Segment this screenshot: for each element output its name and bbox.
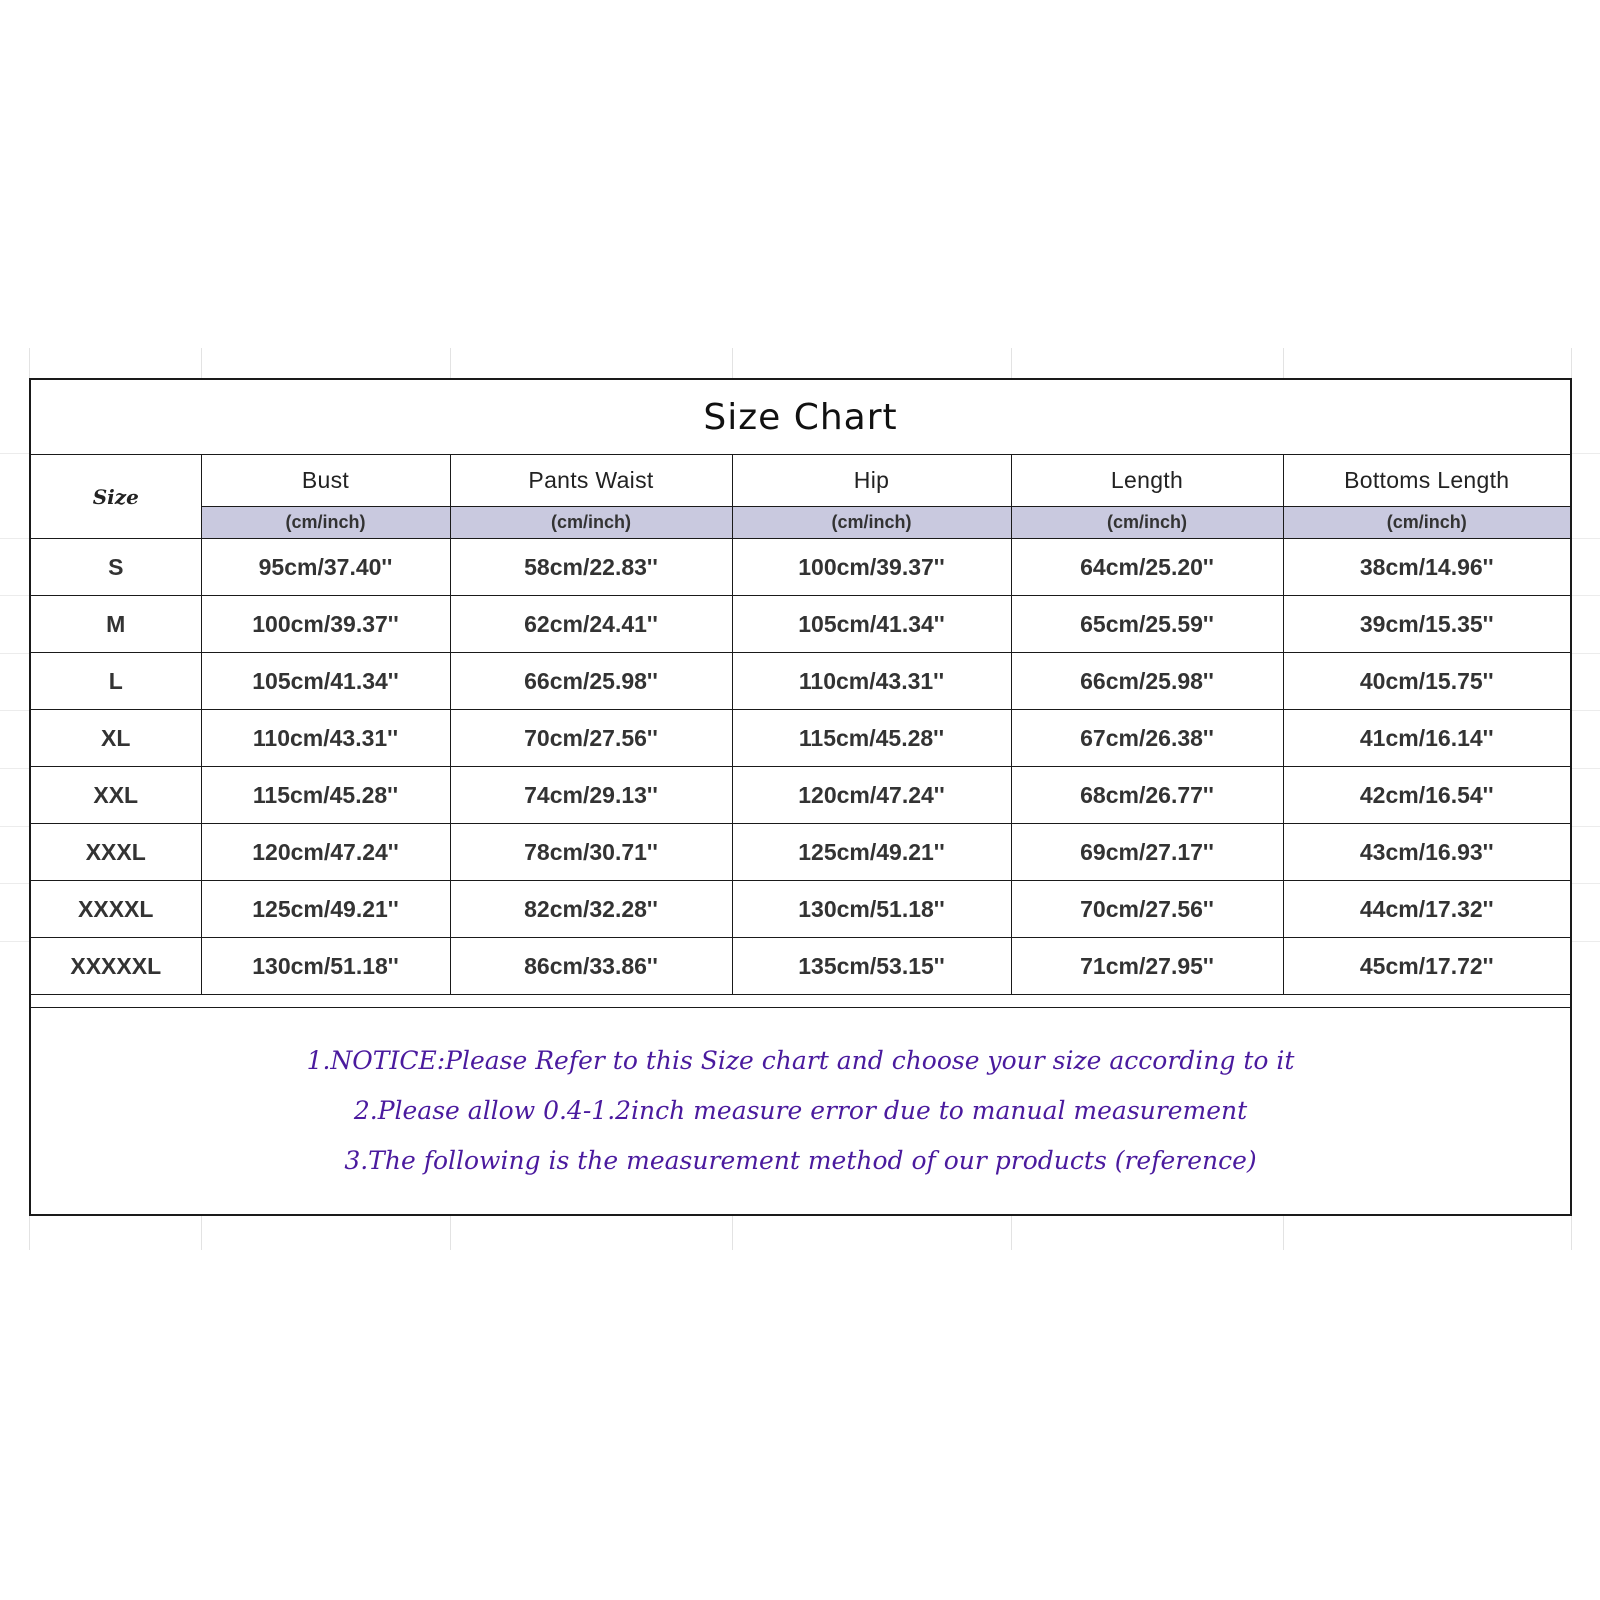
table-cell: 95cm/37.40'' — [201, 539, 450, 596]
table-cell: 39cm/15.35'' — [1283, 596, 1570, 653]
unit-label: (cm/inch) — [1283, 507, 1570, 539]
size-label: XXXXL — [31, 881, 201, 938]
table-cell: 125cm/49.21'' — [201, 881, 450, 938]
table-cell: 135cm/53.15'' — [732, 938, 1011, 995]
grid-line — [732, 1216, 733, 1250]
table-row — [31, 881, 1570, 938]
column-header-length: Length — [1011, 455, 1283, 507]
table-cell: 105cm/41.34'' — [201, 653, 450, 710]
grid-line — [29, 348, 30, 378]
grid-line — [450, 348, 451, 378]
title-row — [31, 380, 1570, 455]
grid-line — [29, 1216, 30, 1250]
table-cell: 38cm/14.96'' — [1283, 539, 1570, 596]
grid-line — [0, 710, 29, 711]
grid-line — [1283, 348, 1284, 378]
table-cell: 45cm/17.72'' — [1283, 938, 1570, 995]
table-cell: 42cm/16.54'' — [1283, 767, 1570, 824]
table-cell: 115cm/45.28'' — [732, 710, 1011, 767]
table-cell: 100cm/39.37'' — [201, 596, 450, 653]
grid-line — [1011, 348, 1012, 378]
notes-section — [31, 1007, 1570, 1214]
grid-line — [0, 826, 29, 827]
size-label: XXL — [31, 767, 201, 824]
grid-line — [0, 453, 29, 454]
table-cell: 44cm/17.32'' — [1283, 881, 1570, 938]
grid-line — [1572, 768, 1600, 769]
grid-line — [1571, 1216, 1572, 1250]
size-label: M — [31, 596, 201, 653]
table-cell: 115cm/45.28'' — [201, 767, 450, 824]
table-cell: 40cm/15.75'' — [1283, 653, 1570, 710]
grid-line — [0, 538, 29, 539]
unit-row — [31, 507, 1570, 539]
table-row — [31, 767, 1570, 824]
size-label: XXXL — [31, 824, 201, 881]
table-cell: 74cm/29.13'' — [450, 767, 732, 824]
table-cell: 68cm/26.77'' — [1011, 767, 1283, 824]
grid-line — [732, 348, 733, 378]
grid-line — [450, 1216, 451, 1250]
column-header-hip: Hip — [732, 455, 1011, 507]
column-header-bottoms-length: Bottoms Length — [1283, 455, 1570, 507]
table-cell: 82cm/32.28'' — [450, 881, 732, 938]
grid-line — [1572, 595, 1600, 596]
table-cell: 110cm/43.31'' — [732, 653, 1011, 710]
note-measurement-method: 3.The following is the measurement method of our products (reference) — [344, 1146, 1257, 1175]
grid-line — [1571, 348, 1572, 378]
size-column-header: Size — [31, 455, 201, 539]
size-label: S — [31, 539, 201, 596]
table-cell: 70cm/27.56'' — [1011, 881, 1283, 938]
grid-line — [0, 941, 29, 942]
unit-label: (cm/inch) — [450, 507, 732, 539]
table-cell: 66cm/25.98'' — [450, 653, 732, 710]
note-measure-error: 2.Please allow 0.4-1.2inch measure error due to manual measurement — [353, 1096, 1248, 1125]
size-label: XL — [31, 710, 201, 767]
table-cell: 120cm/47.24'' — [732, 767, 1011, 824]
table-cell: 58cm/22.83'' — [450, 539, 732, 596]
table-cell: 43cm/16.93'' — [1283, 824, 1570, 881]
grid-line — [1011, 1216, 1012, 1250]
table-row — [31, 710, 1570, 767]
grid-line — [1572, 883, 1600, 884]
note-notice: 1.NOTICE:Please Refer to this Size chart and choose your size according to it — [306, 1046, 1295, 1075]
grid-line — [201, 1216, 202, 1250]
size-label: L — [31, 653, 201, 710]
chart-title: Size Chart — [703, 396, 898, 438]
size-table — [31, 455, 1570, 995]
table-cell: 130cm/51.18'' — [732, 881, 1011, 938]
table-row — [31, 938, 1570, 995]
table-cell: 70cm/27.56'' — [450, 710, 732, 767]
grid-line — [1572, 538, 1600, 539]
size-chart — [29, 378, 1572, 1216]
table-cell: 86cm/33.86'' — [450, 938, 732, 995]
table-cell: 66cm/25.98'' — [1011, 653, 1283, 710]
table-cell: 100cm/39.37'' — [732, 539, 1011, 596]
table-cell: 41cm/16.14'' — [1283, 710, 1570, 767]
unit-label: (cm/inch) — [732, 507, 1011, 539]
table-cell: 130cm/51.18'' — [201, 938, 450, 995]
grid-line — [1572, 453, 1600, 454]
grid-line — [1572, 826, 1600, 827]
table-cell: 78cm/30.71'' — [450, 824, 732, 881]
table-cell: 64cm/25.20'' — [1011, 539, 1283, 596]
table-cell: 65cm/25.59'' — [1011, 596, 1283, 653]
table-cell: 69cm/27.17'' — [1011, 824, 1283, 881]
table-row — [31, 539, 1570, 596]
grid-line — [1572, 710, 1600, 711]
size-label: XXXXXL — [31, 938, 201, 995]
grid-line — [1572, 653, 1600, 654]
unit-label: (cm/inch) — [1011, 507, 1283, 539]
grid-line — [0, 653, 29, 654]
grid-line — [0, 883, 29, 884]
unit-label: (cm/inch) — [201, 507, 450, 539]
grid-line — [201, 348, 202, 378]
table-cell: 71cm/27.95'' — [1011, 938, 1283, 995]
table-row — [31, 824, 1570, 881]
column-header-bust: Bust — [201, 455, 450, 507]
grid-line — [0, 768, 29, 769]
table-cell: 67cm/26.38'' — [1011, 710, 1283, 767]
grid-line — [1283, 1216, 1284, 1250]
table-cell: 105cm/41.34'' — [732, 596, 1011, 653]
grid-line — [0, 595, 29, 596]
grid-line — [1572, 941, 1600, 942]
table-cell: 62cm/24.41'' — [450, 596, 732, 653]
table-cell: 120cm/47.24'' — [201, 824, 450, 881]
table-row — [31, 653, 1570, 710]
header-row — [31, 455, 1570, 507]
table-cell: 125cm/49.21'' — [732, 824, 1011, 881]
column-header-pants-waist: Pants Waist — [450, 455, 732, 507]
table-cell: 110cm/43.31'' — [201, 710, 450, 767]
table-row — [31, 596, 1570, 653]
